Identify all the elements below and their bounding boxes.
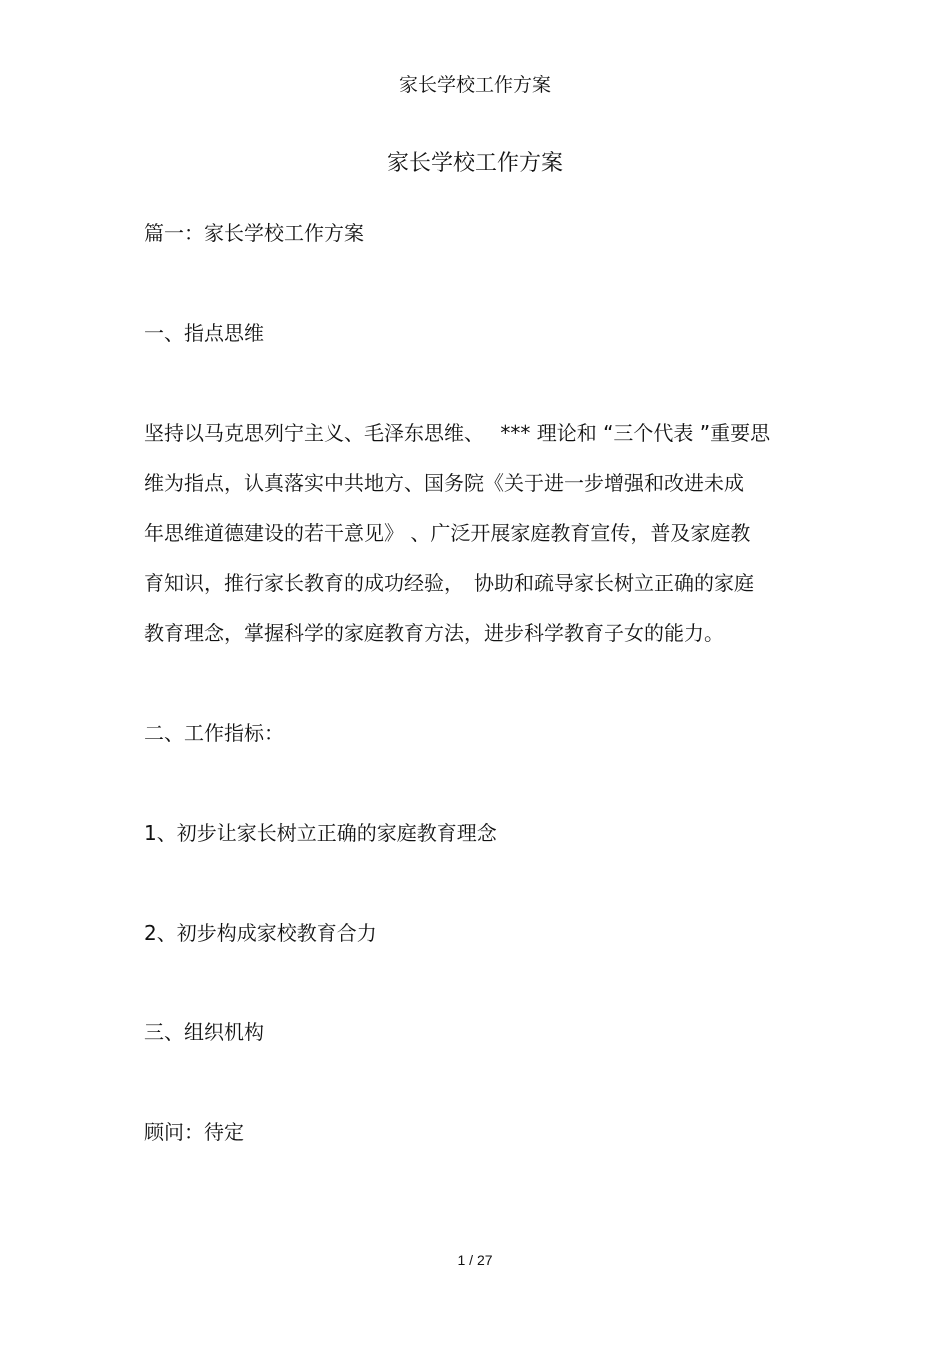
part2-heading: 二、工作指标： [144,721,284,745]
advisor-line: 顾问：待定 [144,1120,244,1144]
section-heading: 篇一：家长学校工作方案 [144,221,364,245]
part1-heading: 一、指点思维 [144,321,264,345]
document-title: 家长学校工作方案 [386,151,563,176]
paragraph-line: 育知识，推行家长教育的成功经验， 协助和疏导家长树立正确的家庭 [144,571,754,595]
page-number: 1 / 27 [457,1252,493,1268]
paragraph-line: 坚持以马克思列宁主义、毛泽东思维、 *** 理论和 “三个代表 ”重要思 [144,421,771,445]
paragraph-line: 教育理念，掌握科学的家庭教育方法，进步科学教育子女的能力。 [144,621,724,645]
paragraph-line: 维为指点，认真落实中共地方、国务院《关于进一步增强和改进未成 [144,471,744,495]
goal-item-2: 2、初步构成家校教育合力 [144,921,377,945]
running-header: 家长学校工作方案 [398,74,551,96]
part3-heading: 三、组织机构 [144,1020,264,1044]
paragraph-line: 年思维道德建设的若干意见》 、广泛开展家庭教育宣传，普及家庭教 [144,521,751,545]
goal-item-1: 1、初步让家长树立正确的家庭教育理念 [144,821,497,845]
